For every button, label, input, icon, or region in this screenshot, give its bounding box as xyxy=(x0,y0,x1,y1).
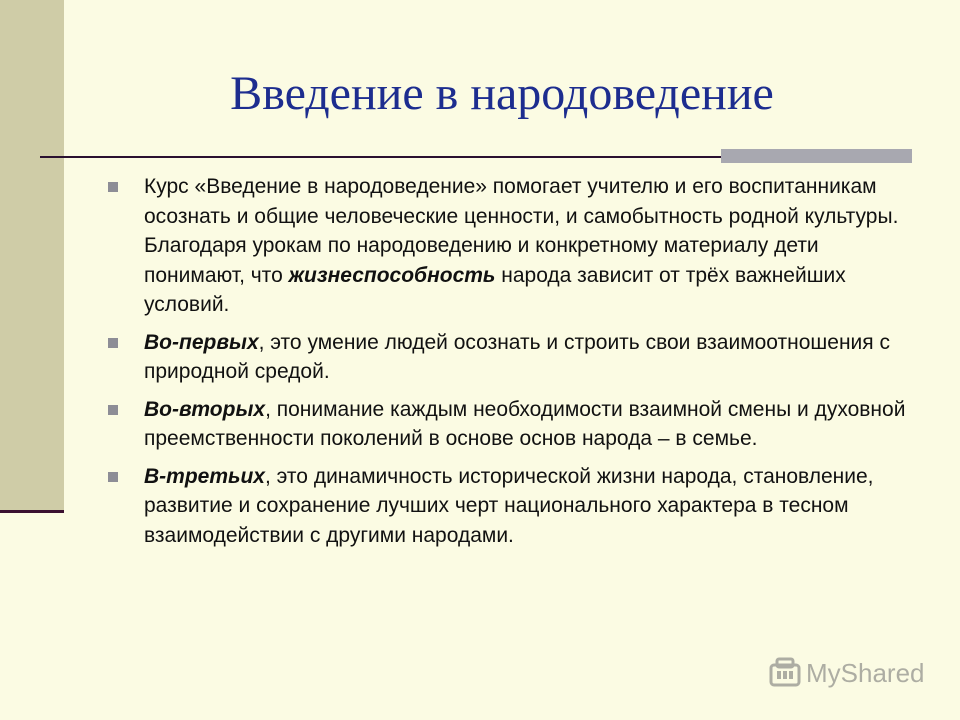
square-bullet-icon xyxy=(108,182,118,192)
bullet-item-intro xyxy=(108,172,908,320)
square-bullet-icon xyxy=(108,338,118,348)
item-text: , это умение людей осознать и строить свои взаимоотношения с природной средой. xyxy=(144,330,890,383)
item-emphasis: Во-вторых xyxy=(144,397,266,421)
item-text: Курс «Введение в народоведение» помогает учителю и его воспитанникам осознать и общие человеческие ценности, и самобытность родной культуры. Благодаря урокам по народоведению и конкретному материалу дети понимают, что xyxy=(144,175,899,287)
watermark xyxy=(768,656,925,690)
item-emphasis: Во-первых xyxy=(144,330,259,354)
item-emphasis: жизнеспособность xyxy=(288,263,496,287)
bullet-item-second xyxy=(108,395,908,454)
side-decor-rule xyxy=(0,510,64,513)
square-bullet-icon xyxy=(108,405,118,415)
bullet-item-first xyxy=(108,328,908,387)
item-text: , это динамичность исторической жизни народа, становление, развитие и сохранение лучших черт национального характера в тесном взаимодействии с другими народами. xyxy=(144,464,874,547)
item-text: народа зависит от трёх важнейших условий. xyxy=(144,263,846,316)
square-bullet-icon xyxy=(108,472,118,482)
item-text: , понимание каждым необходимости взаимной смены и духовной преемственности поколений в основе основ народа – в семье. xyxy=(144,397,906,450)
title-accent-bar xyxy=(721,149,912,163)
watermark-text: MyShared xyxy=(806,658,925,688)
bullet-list xyxy=(108,172,908,558)
bullet-item-third xyxy=(108,462,908,551)
item-emphasis: В-третьих xyxy=(144,464,265,488)
slide-title: Введение в народоведение xyxy=(230,67,774,120)
myshared-logo-icon xyxy=(768,656,802,690)
